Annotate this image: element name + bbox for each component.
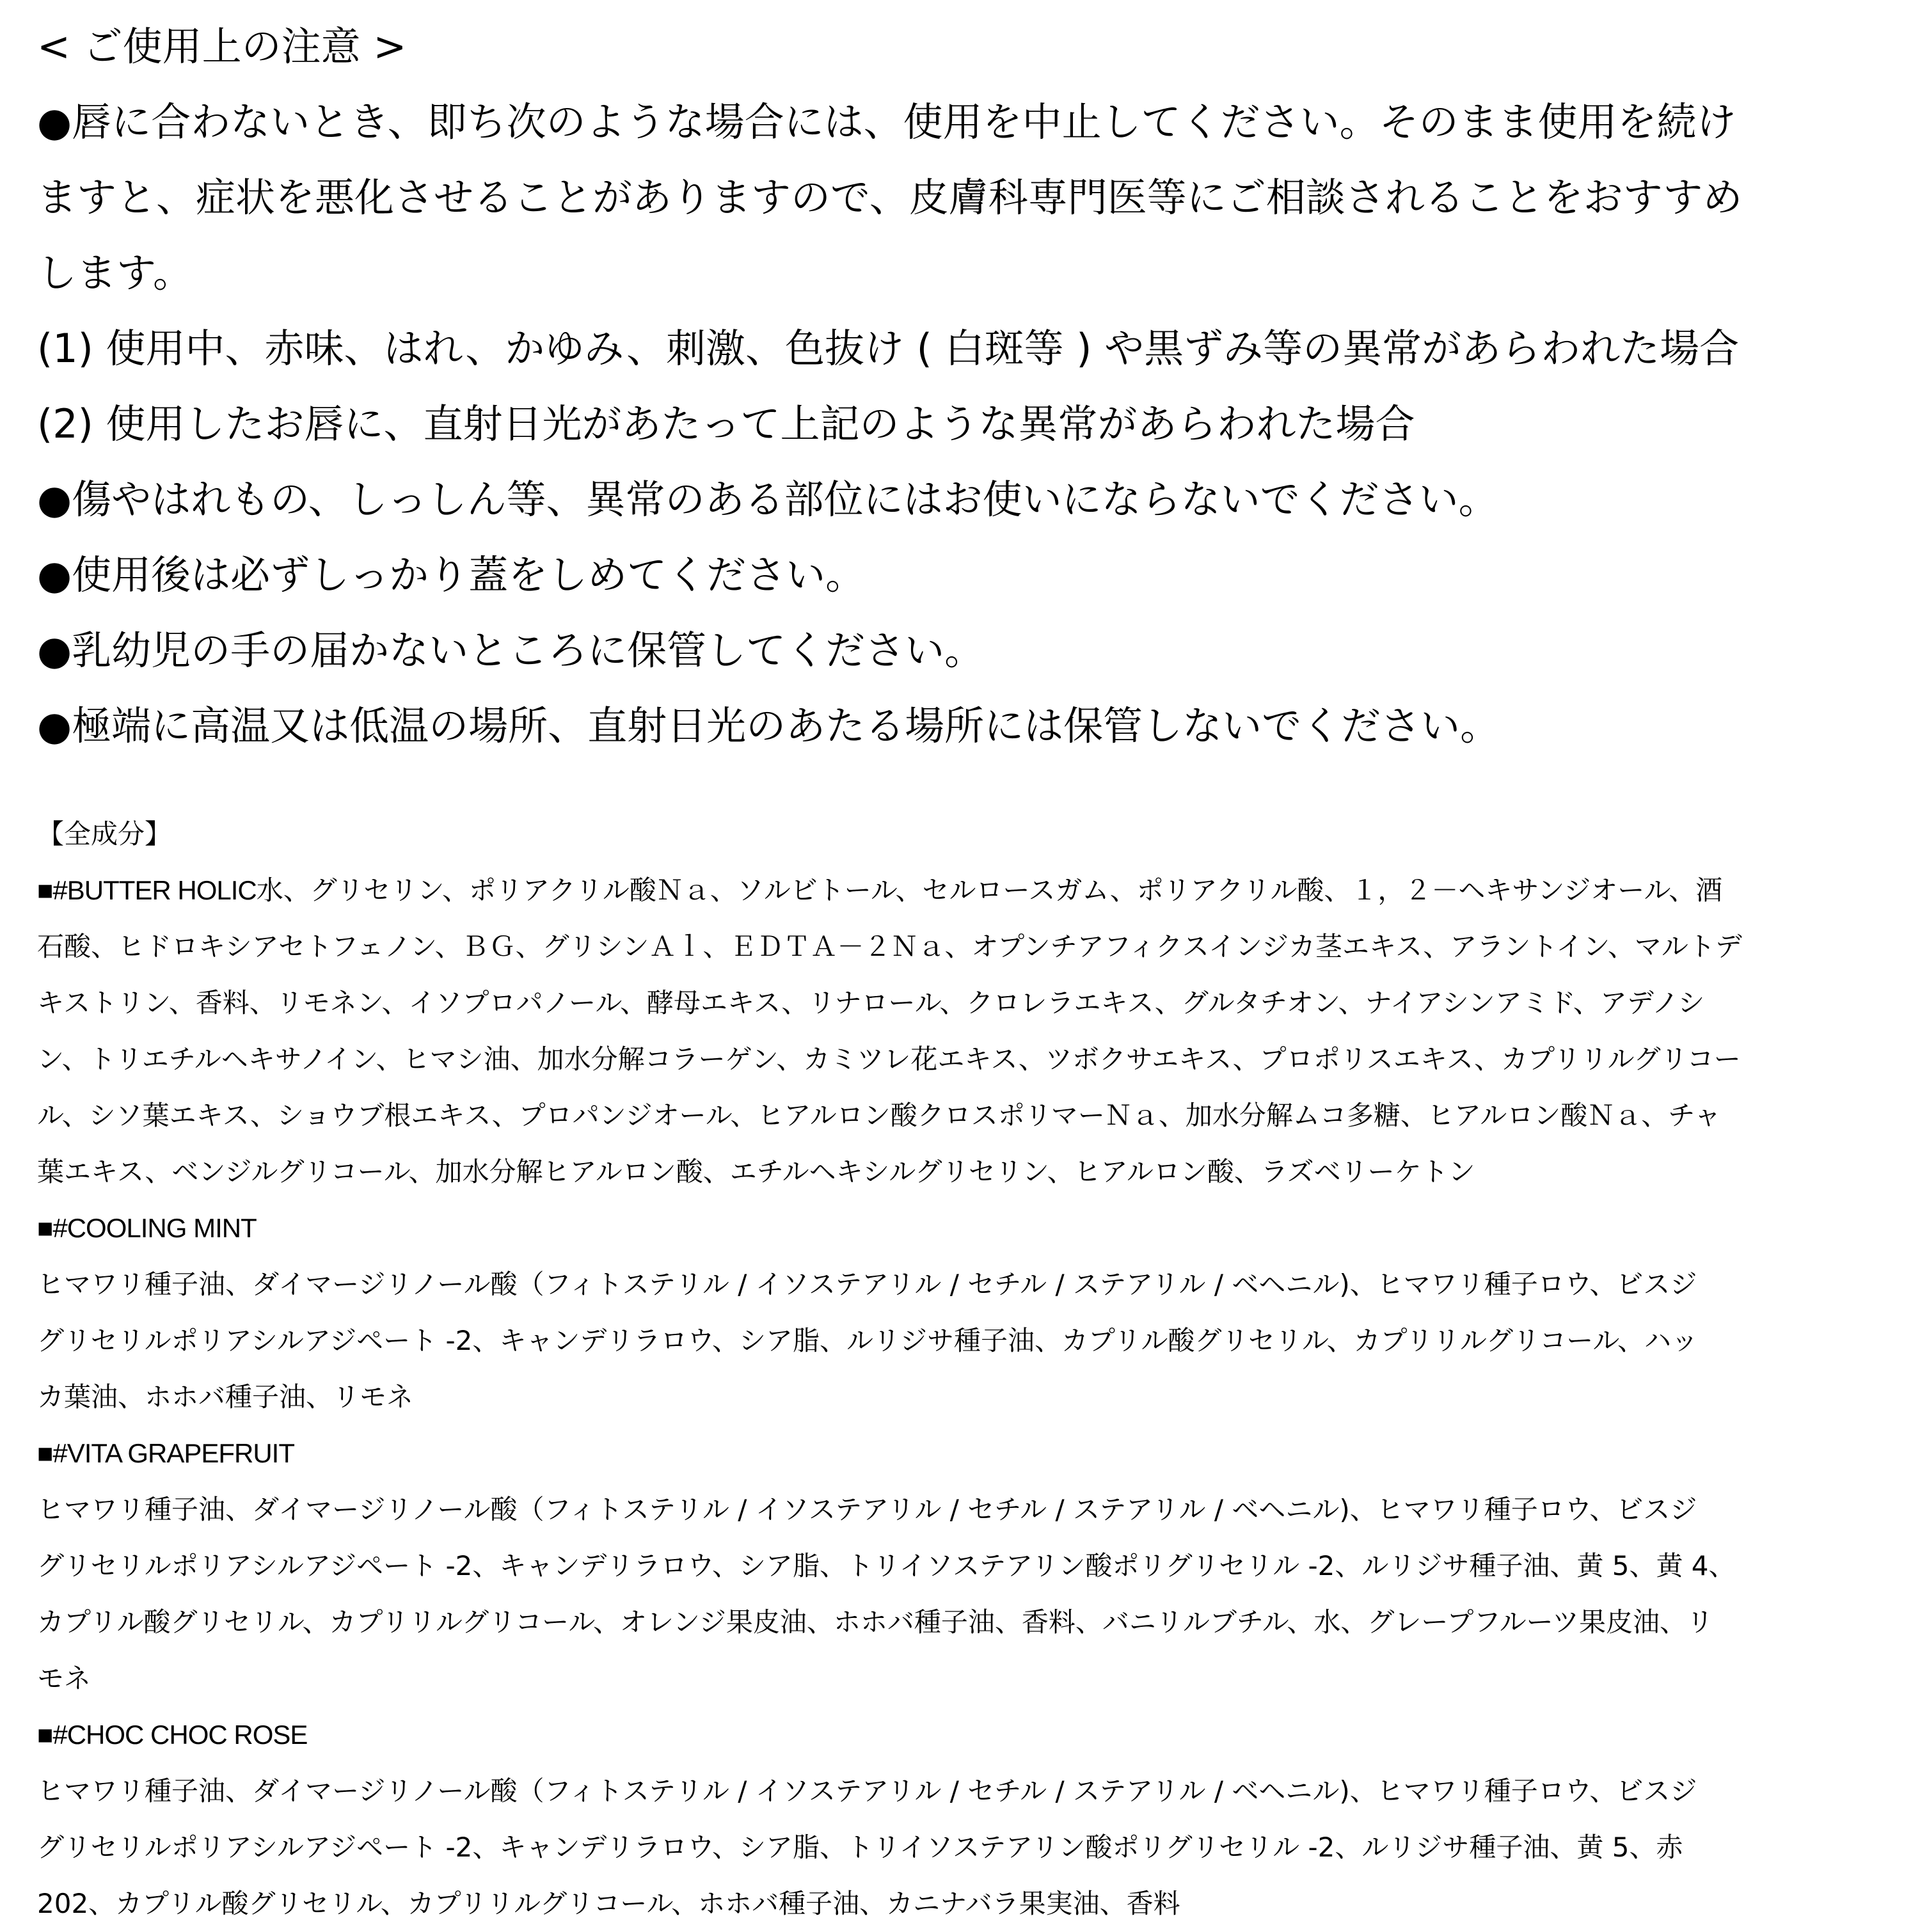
ingredient-text: 水、グリセリン、ポリアクリル酸Ｎａ、ソルビトール、セルロースガム、ポリアクリル酸、１，２－ヘキサンジオール、酒 (256, 875, 1723, 906)
caution-line: ●唇に合わないとき、即ち次のような場合には、使用を中止してください。そのまま使用を続け (37, 99, 1736, 145)
product-label: ■#BUTTER HOLIC (37, 875, 257, 905)
caution-line: ますと、症状を悪化させることがありますので、皮膚科専門医等にご相談されることをおすすめ (37, 174, 1743, 221)
caution-line: ●乳幼児の手の届かないところに保管してください。 (37, 627, 985, 674)
ingredient-line: ン、トリエチルヘキサノイン、ヒマシ油、加水分解コラーゲン、カミツレ花エキス、ツボクサエキス、プロポリスエキス、カプリリルグリコー (37, 1043, 1741, 1075)
caution-line: ●極端に高温又は低温の場所、直射日光のあたる場所には保管しないでください。 (37, 702, 1500, 749)
caution-line: (1) 使用中、赤味、はれ、かゆみ、刺激、色抜け ( 白斑等 ) や黒ずみ等の異常があらわれた場合 (37, 325, 1740, 372)
product-label: ■#COOLING MINT (37, 1213, 257, 1243)
ingredient-line: 202、カプリル酸グリセリル、カプリリルグリコール、ホホバ種子油、カニナバラ果実油、香料 (37, 1888, 1180, 1919)
ingredient-line: 葉エキス、ベンジルグリコール、加水分解ヒアルロン酸、エチルヘキシルグリセリン、ヒアルロン酸、ラズベリーケトン (37, 1156, 1475, 1187)
product-choc-choc-rose (37, 1707, 1883, 1932)
ingredient-line: ル、シソ葉エキス、ショウブ根エキス、プロパンジオール、ヒアルロン酸クロスポリマーＮａ、加水分解ムコ多糖、ヒアルロン酸Ｎａ、チャ (37, 1100, 1721, 1131)
cautions-title: < ご使用上の注意 > (37, 23, 407, 70)
product-vita-grapefruit (37, 1425, 1883, 1707)
ingredient-line: カ葉油、ホホバ種子油、リモネ (37, 1381, 414, 1413)
usage-cautions-section (37, 18, 1883, 764)
caution-line: ●使用後は必ずしっかり蓋をしめてください。 (37, 551, 866, 598)
caution-line: します。 (37, 249, 193, 296)
product-butter-holic (37, 862, 1883, 1200)
ingredient-line: グリセリルポリアシルアジペート -2、キャンデリラロウ、シア脂、トリイソステアリン酸ポリグリセリル -2、ルリジサ種子油、黄 5、赤 (37, 1832, 1683, 1863)
ingredient-line: グリセリルポリアシルアジペート -2、キャンデリラロウ、シア脂、ルリジサ種子油、カプリル酸グリセリル、カプリリルグリコール、ハッ (37, 1325, 1699, 1356)
ingredients-heading: 【全成分】 (37, 818, 172, 850)
ingredient-line (37, 862, 1883, 919)
ingredient-line: キストリン、香料、リモネン、イソプロパノール、酵母エキス、リナロール、クロレラエキス、グルタチオン、ナイアシンアミド、アデノシ (37, 987, 1705, 1018)
ingredient-line: グリセリルポリアシルアジペート -2、キャンデリラロウ、シア脂、トリイソステアリン酸ポリグリセリル -2、ルリジサ種子油、黄 5、黄 4、 (37, 1550, 1736, 1581)
ingredient-line: ヒマワリ種子油、ダイマージリノール酸（フィトステリル / イソステアリル / セチル / ステアリル / ベヘニル)、ヒマワリ種子ロウ、ビスジ (37, 1775, 1697, 1807)
ingredients-section (37, 806, 1883, 1932)
caution-line: ●傷やはれもの、しっしん等、異常のある部位にはお使いにならないでください。 (37, 476, 1498, 523)
product-label: ■#CHOC CHOC ROSE (37, 1720, 308, 1750)
ingredient-line: 石酸、ヒドロキシアセトフェノン、ＢＧ、グリシンＡｌ、ＥＤＴＡ－２Ｎａ、オプンチアフィクスインジカ茎エキス、アラントイン、マルトデ (37, 931, 1742, 962)
caution-line: (2) 使用したお唇に、直射日光があたって上記のような異常があらわれた場合 (37, 400, 1415, 447)
ingredient-line: ヒマワリ種子油、ダイマージリノール酸（フィトステリル / イソステアリル / セチル / ステアリル / ベヘニル)、ヒマワリ種子ロウ、ビスジ (37, 1494, 1697, 1525)
ingredient-line: カプリル酸グリセリル、カプリリルグリコール、オレンジ果皮油、ホホバ種子油、香料、バニリルブチル、水、グレープフルーツ果皮油、リ (37, 1606, 1713, 1638)
ingredient-line: モネ (37, 1663, 91, 1694)
ingredient-line: ヒマワリ種子油、ダイマージリノール酸（フィトステリル / イソステアリル / セチル / ステアリル / ベヘニル)、ヒマワリ種子ロウ、ビスジ (37, 1269, 1697, 1300)
product-cooling-mint (37, 1200, 1883, 1425)
product-label: ■#VITA GRAPEFRUIT (37, 1438, 294, 1468)
